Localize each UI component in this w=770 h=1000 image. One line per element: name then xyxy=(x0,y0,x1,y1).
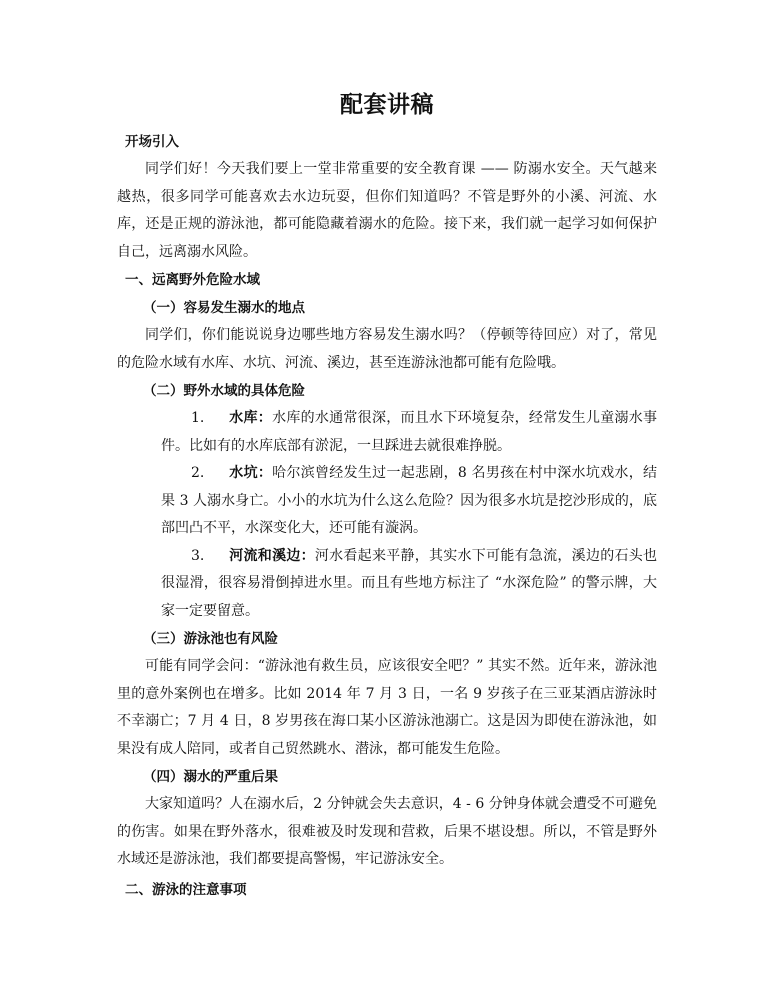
subsection-1-paragraph: 同学们，你们能说说身边哪些地方容易发生溺水吗？（停顿等待回应）对了，常见的危险水域有水库、水坑、河流、溪边，甚至连游泳池都可能有危险哦。 xyxy=(117,327,657,371)
list-item xyxy=(161,460,657,543)
list-item-label: 水坑： xyxy=(229,465,273,481)
list-item-number: 3. xyxy=(191,547,205,564)
subsection-1-heading: （一）容易发生溺水的地点 xyxy=(143,300,305,316)
intro-heading: 开场引入 xyxy=(125,134,179,150)
list-item-number: 2. xyxy=(191,465,205,481)
section-1-heading: 一、远离野外危险水域 xyxy=(125,272,260,288)
list-item xyxy=(161,405,657,460)
subsection-3-heading: （三）游泳池也有风险 xyxy=(143,631,278,647)
subsection-3-paragraph: 可能有同学会问：“游泳池有救生员，应该很安全吧？” 其实不然。近年来，游泳池里的意外案例也在增多。比如 2014 年 7 月 3 日，一名 9 岁孩子在三亚某酒店游泳时不幸溺亡；7 月 4 日，8 岁男孩在海口某小区游泳池溺亡。这是因为即使在游泳池，如果没有成人陪同，或者自己贸然跳水、潜泳，都可能发生危险。 xyxy=(117,658,657,757)
intro-paragraph: 同学们好！今天我们要上一堂非常重要的安全教育课 —— 防溺水安全。天气越来越热，很多同学可能喜欢去水边玩耍，但你们知道吗？不管是野外的小溪、河流、水库，还是正规的游泳池，都可能隐藏着溺水的危险。接下来，我们就一起学习如何保护自己，远离溺水风险。 xyxy=(117,161,657,260)
list-item-text: 哈尔滨曾经发生过一起悲剧，8 名男孩在村中深水坑戏水，结果 3 人溺水身亡。小小的水坑为什么这么危险？因为很多水坑是挖沙形成的，底部凹凸不平，水深变化大，还可能有漩涡。 xyxy=(161,465,658,536)
list-item-label: 河流和溪边： xyxy=(229,547,315,564)
document-body xyxy=(117,88,657,904)
page-title: 配套讲稿 xyxy=(340,91,434,118)
list-item-number: 1. xyxy=(191,410,205,426)
list-item xyxy=(161,543,657,626)
list-item-label: 水库： xyxy=(229,410,273,426)
section-2-heading: 二、游泳的注意事项 xyxy=(125,881,247,898)
subsection-2-heading: （二）野外水域的具体危险 xyxy=(143,383,305,399)
subsection-4-paragraph: 大家知道吗？人在溺水后，2 分钟就会失去意识，4 - 6 分钟身体就会遭受不可避免的伤害。如果在野外落水，很难被及时发现和营救，后果不堪设想。所以，不管是野外水域还是游泳池，我们都要提高警惕，牢记游泳安全。 xyxy=(117,796,657,867)
list-item-text: 河水看起来平静，其实水下可能有急流，溪边的石头也很湿滑，很容易滑倒掉进水里。而且有些地方标注了 “水深危险” 的警示牌，大家一定要留意。 xyxy=(161,547,658,619)
subsection-4-heading: （四）溺水的严重后果 xyxy=(143,769,278,785)
list-item-text: 水库的水通常很深，而且水下环境复杂，经常发生儿童溺水事件。比如有的水库底部有淤泥，一旦踩进去就很难挣脱。 xyxy=(161,410,658,454)
